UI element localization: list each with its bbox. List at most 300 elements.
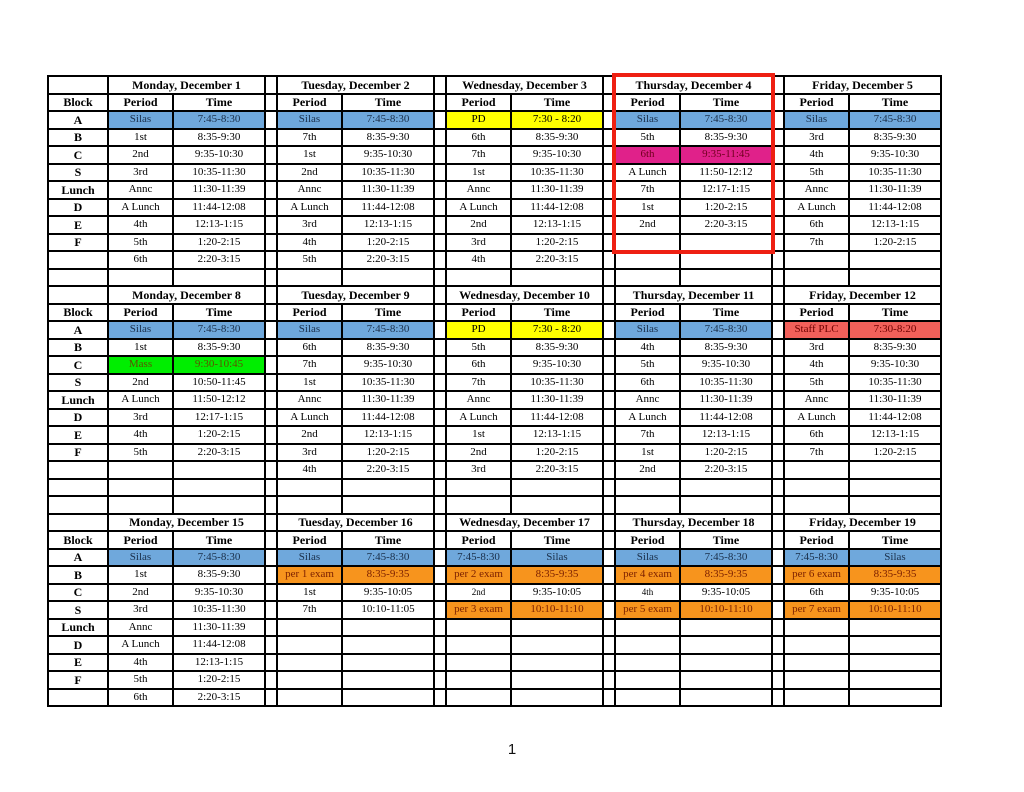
time-cell: 8:35-9:30	[511, 129, 603, 147]
period-cell: 7th	[446, 374, 511, 392]
time-cell	[342, 619, 434, 637]
time-cell	[511, 689, 603, 707]
gap-cell	[772, 409, 784, 427]
time-cell	[173, 496, 265, 514]
time-cell	[680, 479, 772, 497]
block-label: F	[48, 671, 108, 689]
gap-cell	[265, 601, 277, 619]
period-cell: 1st	[615, 199, 680, 217]
period-cell: 3rd	[446, 461, 511, 479]
time-cell: 11:44-12:08	[680, 409, 772, 427]
gap-cell	[265, 304, 277, 322]
period-header: Period	[108, 531, 173, 549]
period-cell: Silas	[108, 111, 173, 129]
gap-cell	[265, 339, 277, 357]
gap-cell	[772, 444, 784, 462]
period-cell: per 4 exam	[615, 566, 680, 584]
period-cell: 1st	[446, 164, 511, 182]
period-cell	[615, 479, 680, 497]
period-cell	[277, 671, 342, 689]
gap-cell	[434, 461, 446, 479]
period-header: Period	[784, 531, 849, 549]
day-header: Tuesday, December 2	[277, 76, 434, 94]
time-cell: 11:44-12:08	[511, 199, 603, 217]
time-cell: 12:13-1:15	[342, 216, 434, 234]
gap-cell	[265, 514, 277, 532]
period-cell	[615, 234, 680, 252]
period-cell	[615, 654, 680, 672]
block-label	[48, 479, 108, 497]
time-cell: 7:45-8:30	[342, 111, 434, 129]
period-cell: A Lunch	[108, 636, 173, 654]
schedule-sheet	[47, 75, 1024, 707]
block-label: C	[48, 584, 108, 602]
block-header: Block	[48, 94, 108, 112]
period-cell	[277, 479, 342, 497]
gap-cell	[772, 76, 784, 94]
time-header: Time	[849, 531, 941, 549]
time-header: Time	[849, 94, 941, 112]
time-cell: 12:13-1:15	[342, 426, 434, 444]
time-cell: 9:35-10:30	[173, 584, 265, 602]
time-cell	[511, 479, 603, 497]
period-cell	[108, 461, 173, 479]
period-cell	[108, 269, 173, 287]
time-cell: 1:20-2:15	[511, 444, 603, 462]
gap-cell	[265, 129, 277, 147]
block-label: Lunch	[48, 619, 108, 637]
period-cell	[615, 269, 680, 287]
time-cell	[342, 496, 434, 514]
gap-cell	[603, 479, 615, 497]
time-cell: 2:20-3:15	[173, 444, 265, 462]
time-cell: 2:20-3:15	[511, 251, 603, 269]
gap-cell	[434, 251, 446, 269]
gap-cell	[603, 531, 615, 549]
period-cell	[277, 619, 342, 637]
period-cell: Silas	[108, 321, 173, 339]
period-cell	[446, 689, 511, 707]
period-cell: 3rd	[446, 234, 511, 252]
period-cell: 3rd	[277, 216, 342, 234]
time-cell: 1:20-2:15	[342, 444, 434, 462]
time-cell	[680, 689, 772, 707]
period-cell: Annc	[446, 391, 511, 409]
period-cell: 6th	[277, 339, 342, 357]
gap-cell	[265, 181, 277, 199]
period-cell	[784, 251, 849, 269]
time-cell: 11:50-12:12	[173, 391, 265, 409]
time-cell: 1:20-2:15	[849, 444, 941, 462]
gap-cell	[603, 339, 615, 357]
time-cell: 1:20-2:15	[680, 199, 772, 217]
gap-cell	[434, 391, 446, 409]
gap-cell	[603, 584, 615, 602]
gap-cell	[603, 164, 615, 182]
gap-cell	[434, 94, 446, 112]
block-label: S	[48, 601, 108, 619]
gap-cell	[265, 216, 277, 234]
time-cell: 10:35-11:30	[173, 601, 265, 619]
time-cell	[849, 479, 941, 497]
time-cell	[173, 479, 265, 497]
gap-cell	[772, 321, 784, 339]
period-cell: 3rd	[277, 444, 342, 462]
period-cell: 5th	[784, 374, 849, 392]
gap-cell	[772, 356, 784, 374]
time-cell: 12:13-1:15	[173, 654, 265, 672]
period-cell: 3rd	[108, 409, 173, 427]
time-cell: 2:20-3:15	[342, 461, 434, 479]
period-cell: 5th	[108, 671, 173, 689]
gap-cell	[265, 94, 277, 112]
period-cell: 6th	[446, 356, 511, 374]
time-cell: 7:45-8:30	[342, 321, 434, 339]
period-cell	[615, 251, 680, 269]
time-cell: 12:13-1:15	[511, 216, 603, 234]
gap-cell	[603, 689, 615, 707]
period-cell: Annc	[108, 619, 173, 637]
period-cell: 4th	[108, 426, 173, 444]
time-cell: 7:45-8:30	[173, 549, 265, 567]
time-cell: 7:30 - 8:20	[511, 111, 603, 129]
gap-cell	[772, 549, 784, 567]
day-header: Friday, December 12	[784, 286, 941, 304]
gap-cell	[772, 689, 784, 707]
time-cell: 9:35-10:30	[173, 146, 265, 164]
time-cell: 8:35-9:35	[342, 566, 434, 584]
period-header: Period	[784, 94, 849, 112]
day-header: Monday, December 15	[108, 514, 265, 532]
gap-cell	[265, 391, 277, 409]
period-cell	[784, 461, 849, 479]
gap-cell	[772, 619, 784, 637]
block-corner-cell	[48, 286, 108, 304]
time-cell	[342, 269, 434, 287]
time-cell: 11:44-12:08	[173, 636, 265, 654]
time-cell: 1:20-2:15	[342, 234, 434, 252]
period-cell: A Lunch	[277, 199, 342, 217]
gap-cell	[265, 374, 277, 392]
gap-cell	[772, 374, 784, 392]
period-cell: Silas	[108, 549, 173, 567]
time-cell	[342, 654, 434, 672]
time-cell: 10:50-11:45	[173, 374, 265, 392]
gap-cell	[265, 531, 277, 549]
period-cell: 4th	[446, 251, 511, 269]
gap-cell	[603, 654, 615, 672]
period-cell: 4th	[277, 234, 342, 252]
day-header: Wednesday, December 17	[446, 514, 603, 532]
period-cell: Annc	[784, 391, 849, 409]
time-cell: 12:13-1:15	[849, 216, 941, 234]
period-cell	[277, 654, 342, 672]
time-header: Time	[849, 304, 941, 322]
day-header: Wednesday, December 3	[446, 76, 603, 94]
gap-cell	[265, 566, 277, 584]
time-cell: 9:35-10:30	[511, 356, 603, 374]
block-label: E	[48, 426, 108, 444]
time-cell: 1:20-2:15	[511, 234, 603, 252]
gap-cell	[772, 146, 784, 164]
time-cell	[511, 654, 603, 672]
time-cell: 11:44-12:08	[511, 409, 603, 427]
gap-cell	[772, 584, 784, 602]
gap-cell	[434, 146, 446, 164]
gap-cell	[434, 199, 446, 217]
period-cell: 5th	[108, 234, 173, 252]
period-cell: 7:45-8:30	[446, 549, 511, 567]
gap-cell	[772, 426, 784, 444]
period-cell: per 3 exam	[446, 601, 511, 619]
period-cell: Silas	[615, 549, 680, 567]
period-cell: 1st	[615, 444, 680, 462]
day-header: Monday, December 8	[108, 286, 265, 304]
time-cell: 10:35-11:30	[849, 374, 941, 392]
period-cell: 2nd	[108, 584, 173, 602]
gap-cell	[772, 339, 784, 357]
period-cell	[615, 689, 680, 707]
period-cell: 5th	[277, 251, 342, 269]
period-cell: 6th	[784, 216, 849, 234]
period-cell: 5th	[784, 164, 849, 182]
time-cell: 2:20-3:15	[511, 461, 603, 479]
period-cell: 2nd	[277, 426, 342, 444]
time-cell: 9:35-10:05	[680, 584, 772, 602]
time-header: Time	[680, 531, 772, 549]
gap-cell	[265, 444, 277, 462]
period-cell	[446, 496, 511, 514]
period-cell: 3rd	[784, 129, 849, 147]
period-cell: A Lunch	[615, 409, 680, 427]
period-cell: 1st	[446, 426, 511, 444]
period-header: Period	[108, 94, 173, 112]
period-cell: A Lunch	[784, 409, 849, 427]
time-cell: 8:35-9:30	[173, 566, 265, 584]
gap-cell	[772, 496, 784, 514]
period-cell	[784, 689, 849, 707]
period-cell: 4th	[108, 654, 173, 672]
period-cell: per 6 exam	[784, 566, 849, 584]
period-cell: PD	[446, 321, 511, 339]
gap-cell	[434, 339, 446, 357]
period-cell: 7th	[446, 146, 511, 164]
gap-cell	[434, 76, 446, 94]
time-cell: 2:20-3:15	[173, 689, 265, 707]
time-cell: 11:30-11:39	[849, 391, 941, 409]
day-header: Thursday, December 18	[615, 514, 772, 532]
period-cell: 7th	[277, 356, 342, 374]
period-cell: 2nd	[446, 216, 511, 234]
gap-cell	[603, 671, 615, 689]
time-cell: 9:35-10:30	[342, 356, 434, 374]
time-cell	[511, 269, 603, 287]
block-label: S	[48, 164, 108, 182]
time-cell: 9:35-10:30	[511, 146, 603, 164]
period-header: Period	[277, 304, 342, 322]
day-header: Thursday, December 4	[615, 76, 772, 94]
period-cell: A Lunch	[446, 199, 511, 217]
time-header: Time	[511, 531, 603, 549]
gap-cell	[772, 164, 784, 182]
time-cell: 2:20-3:15	[680, 216, 772, 234]
period-cell: per 7 exam	[784, 601, 849, 619]
period-header: Period	[784, 304, 849, 322]
gap-cell	[265, 461, 277, 479]
period-cell	[446, 654, 511, 672]
time-cell	[680, 671, 772, 689]
time-cell	[849, 671, 941, 689]
gap-cell	[434, 531, 446, 549]
time-cell: 8:35-9:30	[173, 129, 265, 147]
time-cell	[680, 654, 772, 672]
time-cell: 8:35-9:35	[849, 566, 941, 584]
period-cell: 7th	[784, 234, 849, 252]
gap-cell	[265, 286, 277, 304]
time-cell	[849, 251, 941, 269]
gap-cell	[772, 601, 784, 619]
period-cell: Silas	[615, 321, 680, 339]
gap-cell	[265, 164, 277, 182]
gap-cell	[265, 234, 277, 252]
period-cell	[446, 636, 511, 654]
block-label: D	[48, 636, 108, 654]
gap-cell	[603, 199, 615, 217]
time-header: Time	[511, 304, 603, 322]
block-label: F	[48, 234, 108, 252]
time-cell	[511, 619, 603, 637]
period-cell: 4th	[615, 339, 680, 357]
period-cell: 7th	[615, 426, 680, 444]
time-cell: 9:35-10:30	[680, 356, 772, 374]
block-label	[48, 269, 108, 287]
period-cell: PD	[446, 111, 511, 129]
period-header: Period	[277, 94, 342, 112]
time-cell: 7:30 - 8:20	[511, 321, 603, 339]
time-cell: 9:30-10:45	[173, 356, 265, 374]
block-label	[48, 461, 108, 479]
time-cell	[680, 251, 772, 269]
time-cell: 10:35-11:30	[511, 374, 603, 392]
period-cell: 5th	[615, 356, 680, 374]
period-cell: 7th	[615, 181, 680, 199]
time-cell: 11:44-12:08	[342, 199, 434, 217]
time-cell: 9:35-10:30	[849, 356, 941, 374]
gap-cell	[265, 619, 277, 637]
gap-cell	[772, 636, 784, 654]
time-header: Time	[342, 531, 434, 549]
period-cell: 4th	[784, 356, 849, 374]
gap-cell	[603, 269, 615, 287]
gap-cell	[434, 566, 446, 584]
gap-cell	[434, 269, 446, 287]
period-cell: 2nd	[615, 461, 680, 479]
gap-cell	[434, 601, 446, 619]
period-header: Period	[277, 531, 342, 549]
gap-cell	[772, 286, 784, 304]
time-cell: 10:35-11:30	[849, 164, 941, 182]
period-cell: Annc	[615, 391, 680, 409]
period-cell: Silas	[277, 549, 342, 567]
time-cell	[680, 619, 772, 637]
period-header: Period	[108, 304, 173, 322]
gap-cell	[434, 426, 446, 444]
gap-cell	[603, 129, 615, 147]
period-cell	[784, 269, 849, 287]
day-header: Friday, December 5	[784, 76, 941, 94]
period-cell: 6th	[446, 129, 511, 147]
time-cell: 1:20-2:15	[173, 234, 265, 252]
gap-cell	[434, 129, 446, 147]
period-cell: 1st	[108, 339, 173, 357]
gap-cell	[265, 356, 277, 374]
period-cell: 4th	[615, 584, 680, 602]
time-header: Time	[680, 304, 772, 322]
gap-cell	[603, 146, 615, 164]
time-cell: 11:44-12:08	[342, 409, 434, 427]
time-header: Time	[173, 94, 265, 112]
time-cell: 8:35-9:30	[342, 129, 434, 147]
time-cell: 11:44-12:08	[849, 199, 941, 217]
period-cell: 7th	[784, 444, 849, 462]
time-cell	[849, 636, 941, 654]
gap-cell	[265, 479, 277, 497]
time-cell: 11:30-11:39	[511, 181, 603, 199]
time-cell: 11:30-11:39	[173, 619, 265, 637]
gap-cell	[434, 111, 446, 129]
time-cell: 11:30-11:39	[511, 391, 603, 409]
gap-cell	[603, 251, 615, 269]
time-cell: 8:35-9:35	[511, 566, 603, 584]
gap-cell	[772, 251, 784, 269]
time-cell: 10:35-11:30	[342, 164, 434, 182]
gap-cell	[603, 514, 615, 532]
time-cell	[173, 269, 265, 287]
gap-cell	[265, 199, 277, 217]
gap-cell	[265, 321, 277, 339]
time-cell	[849, 496, 941, 514]
period-cell: 1st	[108, 129, 173, 147]
time-cell	[849, 461, 941, 479]
period-header: Period	[615, 304, 680, 322]
time-cell	[342, 689, 434, 707]
time-cell: 12:13-1:15	[173, 216, 265, 234]
gap-cell	[265, 269, 277, 287]
period-cell: 7th	[277, 129, 342, 147]
time-cell: 12:17-1:15	[680, 181, 772, 199]
period-cell: 3rd	[108, 164, 173, 182]
gap-cell	[603, 181, 615, 199]
period-cell: A Lunch	[446, 409, 511, 427]
block-label: Lunch	[48, 391, 108, 409]
time-cell	[680, 234, 772, 252]
block-label: A	[48, 111, 108, 129]
period-cell	[277, 636, 342, 654]
gap-cell	[772, 199, 784, 217]
gap-cell	[434, 164, 446, 182]
time-header: Time	[173, 304, 265, 322]
time-cell: 7:45-8:30	[342, 549, 434, 567]
gap-cell	[772, 671, 784, 689]
block-label: D	[48, 409, 108, 427]
period-cell	[108, 479, 173, 497]
period-cell	[784, 636, 849, 654]
period-cell: 1st	[277, 374, 342, 392]
gap-cell	[434, 409, 446, 427]
gap-cell	[772, 531, 784, 549]
gap-cell	[265, 111, 277, 129]
time-header: Time	[511, 94, 603, 112]
